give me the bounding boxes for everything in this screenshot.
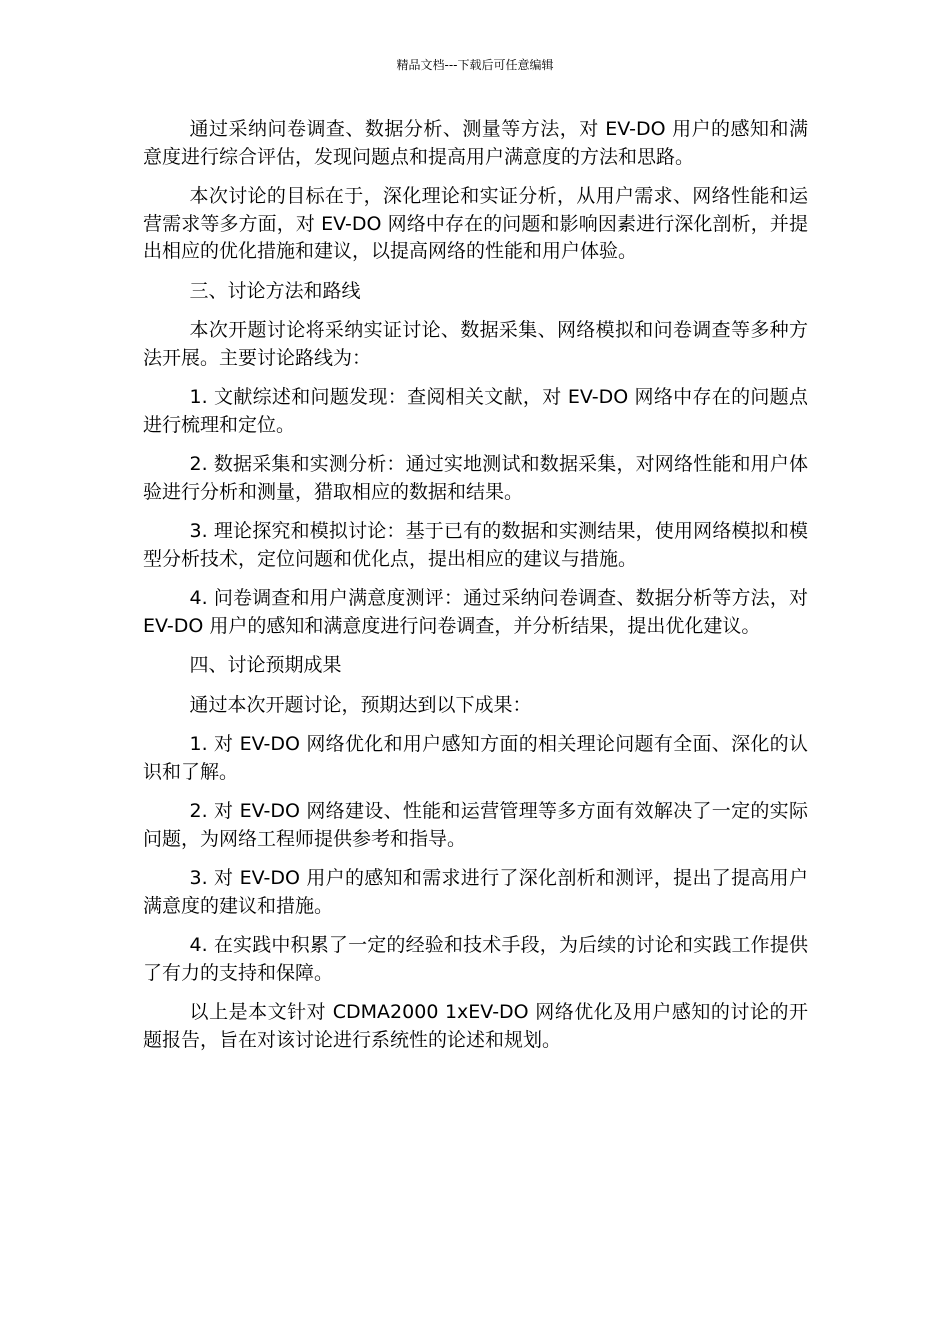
paragraph-conclusion: 以上是本文针对 CDMA2000 1xEV-DO 网络优化及用户感知的讨论的开题报告，旨在对该讨论进行系统性的论述和规划。 <box>143 1001 808 1051</box>
paragraph-evaluation-method: 通过采纳问卷调查、数据分析、测量等方法，对 EV-DO 用户的感知和满意度进行综合评估，发现问题点和提高用户满意度的方法和思路。 <box>143 118 808 168</box>
paragraph-research-goal: 本次讨论的目标在于，深化理论和实证分析，从用户需求、网络性能和运营需求等多方面，对 EV-DO 网络中存在的问题和影响因素进行深化剖析，并提出相应的优化措施和建议，以提高网络的性能和用户体验。 <box>143 185 808 262</box>
document-body <box>143 116 808 1066</box>
page-header: 精品文档---下载后可任意编辑 <box>396 58 554 72</box>
section-heading-methods: 三、讨论方法和路线 <box>189 279 361 302</box>
list-item-outcome-1: 1. 对 EV-DO 网络优化和用户感知方面的相关理论问题有全面、深化的认识和了解。 <box>143 733 808 783</box>
list-item-outcome-4: 4. 在实践中积累了一定的经验和技术手段，为后续的讨论和实践工作提供了有力的支持和保障。 <box>143 934 808 984</box>
list-item-outcome-3: 3. 对 EV-DO 用户的感知和需求进行了深化剖析和测评，提出了提高用户满意度的建议和措施。 <box>143 867 808 917</box>
list-item-method-2: 2. 数据采集和实测分析：通过实地测试和数据采集，对网络性能和用户体验进行分析和测量，猎取相应的数据和结果。 <box>143 453 808 503</box>
paragraph-methods-intro: 本次开题讨论将采纳实证讨论、数据采集、网络模拟和问卷调查等多种方法开展。主要讨论路线为： <box>143 319 808 369</box>
list-item-method-3: 3. 理论探究和模拟讨论：基于已有的数据和实测结果，使用网络模拟和模型分析技术，定位问题和优化点，提出相应的建议与措施。 <box>143 520 808 570</box>
list-item-method-4: 4. 问卷调查和用户满意度测评：通过采纳问卷调查、数据分析等方法，对 EV-DO 用户的感知和满意度进行问卷调查，并分析结果，提出优化建议。 <box>143 587 808 637</box>
paragraph-outcomes-intro: 通过本次开题讨论，预期达到以下成果： <box>189 693 532 716</box>
section-heading-outcomes: 四、讨论预期成果 <box>189 654 342 676</box>
list-item-method-1: 1. 文献综述和问题发现：查阅相关文献，对 EV-DO 网络中存在的问题点进行梳理和定位。 <box>143 386 808 436</box>
list-item-outcome-2: 2. 对 EV-DO 网络建设、性能和运营管理等多方面有效解决了一定的实际问题，为网络工程师提供参考和指导。 <box>143 800 808 850</box>
